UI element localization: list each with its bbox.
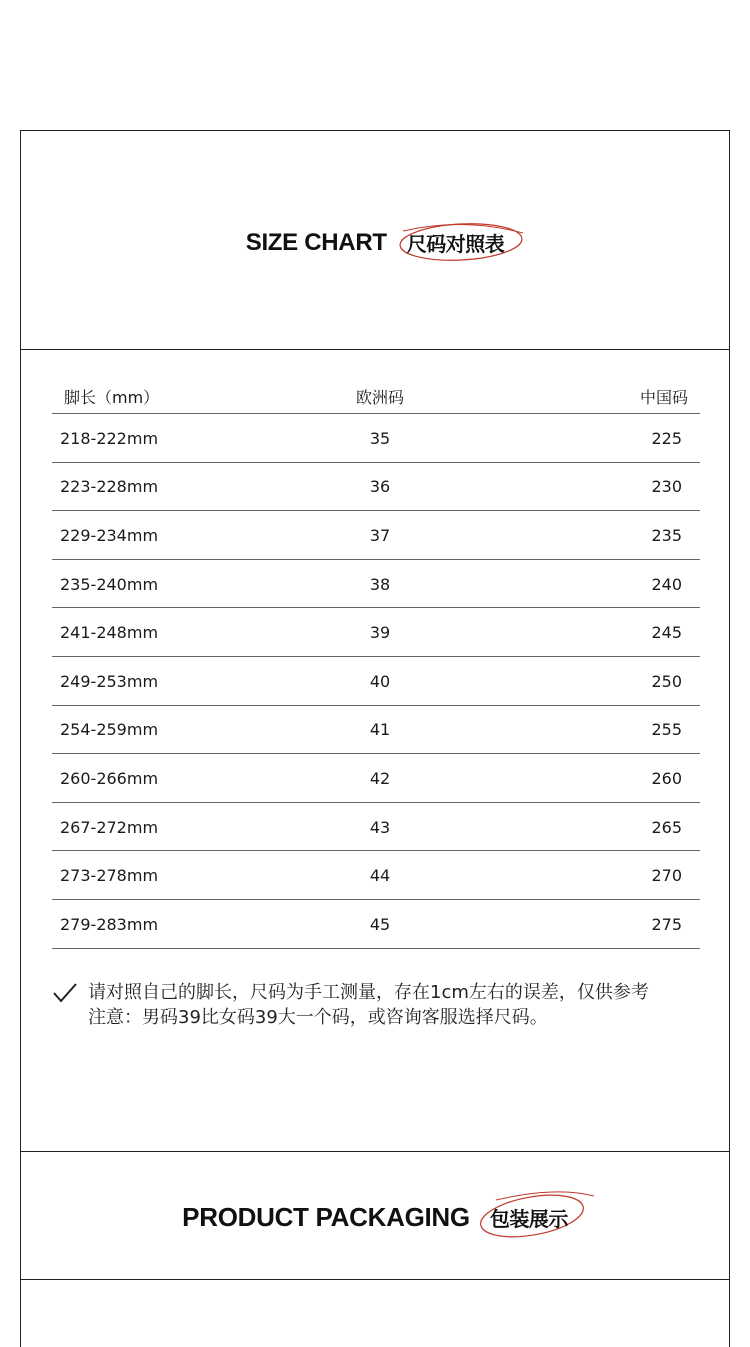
cn-size-cell: 275 (651, 914, 682, 934)
column-header-cn-size: 中国码 (639, 387, 688, 407)
foot-length-cell: 279-283mm (60, 914, 159, 934)
eu-size-cell: 40 (369, 671, 391, 691)
frame-left (20, 130, 21, 1347)
table-row (52, 657, 700, 706)
foot-length-cell: 249-253mm (60, 671, 159, 691)
table-row (52, 511, 700, 560)
cn-size-cell: 250 (651, 671, 682, 691)
table-row (52, 608, 700, 657)
cn-size-cell: 240 (651, 574, 682, 594)
table-row (52, 803, 700, 852)
eu-size-cell: 41 (369, 720, 391, 740)
packaging-title-zh: 包装展示 (489, 1207, 568, 1231)
size-notes (52, 980, 712, 1030)
size-table (52, 378, 700, 949)
note-line-2: 注意：男码39比女码39大一个码，或咨询客服选择尺码。 (88, 1007, 548, 1028)
cn-size-cell: 225 (651, 428, 682, 448)
size-chart-header-divider (20, 349, 730, 350)
table-row (52, 706, 700, 755)
foot-length-cell: 223-228mm (60, 477, 159, 497)
cn-size-cell: 270 (651, 866, 682, 886)
foot-length-cell: 254-259mm (60, 720, 159, 740)
foot-length-cell: 241-248mm (60, 623, 159, 643)
eu-size-cell: 35 (369, 428, 391, 448)
packaging-frame-top (20, 1151, 730, 1152)
table-row (52, 560, 700, 609)
table-header (52, 378, 700, 414)
size-chart-title-zh: 尺码对照表 (406, 232, 505, 256)
foot-length-cell: 235-240mm (60, 574, 159, 594)
note-line-1: 请对照自己的脚长，尺码为手工测量，存在1cm左右的误差，仅供参考 (88, 982, 649, 1003)
cn-size-cell: 255 (651, 720, 682, 740)
cn-size-cell: 265 (651, 817, 682, 837)
eu-size-cell: 45 (369, 914, 391, 934)
eu-size-cell: 37 (369, 525, 391, 545)
table-row (52, 463, 700, 512)
foot-length-cell: 260-266mm (60, 768, 159, 788)
cn-size-cell: 260 (651, 768, 682, 788)
packaging-title (21, 1202, 729, 1233)
eu-size-cell: 42 (369, 768, 391, 788)
foot-length-cell: 267-272mm (60, 817, 159, 837)
column-header-eu-size: 欧洲码 (355, 387, 404, 407)
size-chart-frame-top (20, 130, 730, 131)
cn-size-cell: 245 (651, 623, 682, 643)
packaging-header-divider (20, 1279, 730, 1280)
cn-size-cell: 230 (651, 477, 682, 497)
frame-right (729, 130, 730, 1347)
packaging-title-zh-badge (490, 1203, 568, 1232)
table-row (52, 414, 700, 463)
table-row (52, 900, 700, 949)
foot-length-cell: 273-278mm (60, 866, 159, 886)
size-chart-title-en: SIZE CHART (245, 228, 387, 256)
eu-size-cell: 43 (369, 817, 391, 837)
eu-size-cell: 36 (369, 477, 391, 497)
eu-size-cell: 38 (369, 574, 391, 594)
checkmark-icon (52, 982, 78, 1004)
foot-length-cell: 218-222mm (60, 428, 159, 448)
column-header-foot-length: 脚长（mm） (64, 387, 160, 407)
foot-length-cell: 229-234mm (60, 525, 159, 545)
eu-size-cell: 44 (369, 866, 391, 886)
size-chart-title-zh-badge (407, 228, 505, 257)
table-row (52, 851, 700, 900)
cn-size-cell: 235 (651, 525, 682, 545)
packaging-title-en: PRODUCT PACKAGING (182, 1202, 470, 1232)
table-row (52, 754, 700, 803)
eu-size-cell: 39 (369, 623, 391, 643)
size-chart-title (21, 228, 729, 257)
